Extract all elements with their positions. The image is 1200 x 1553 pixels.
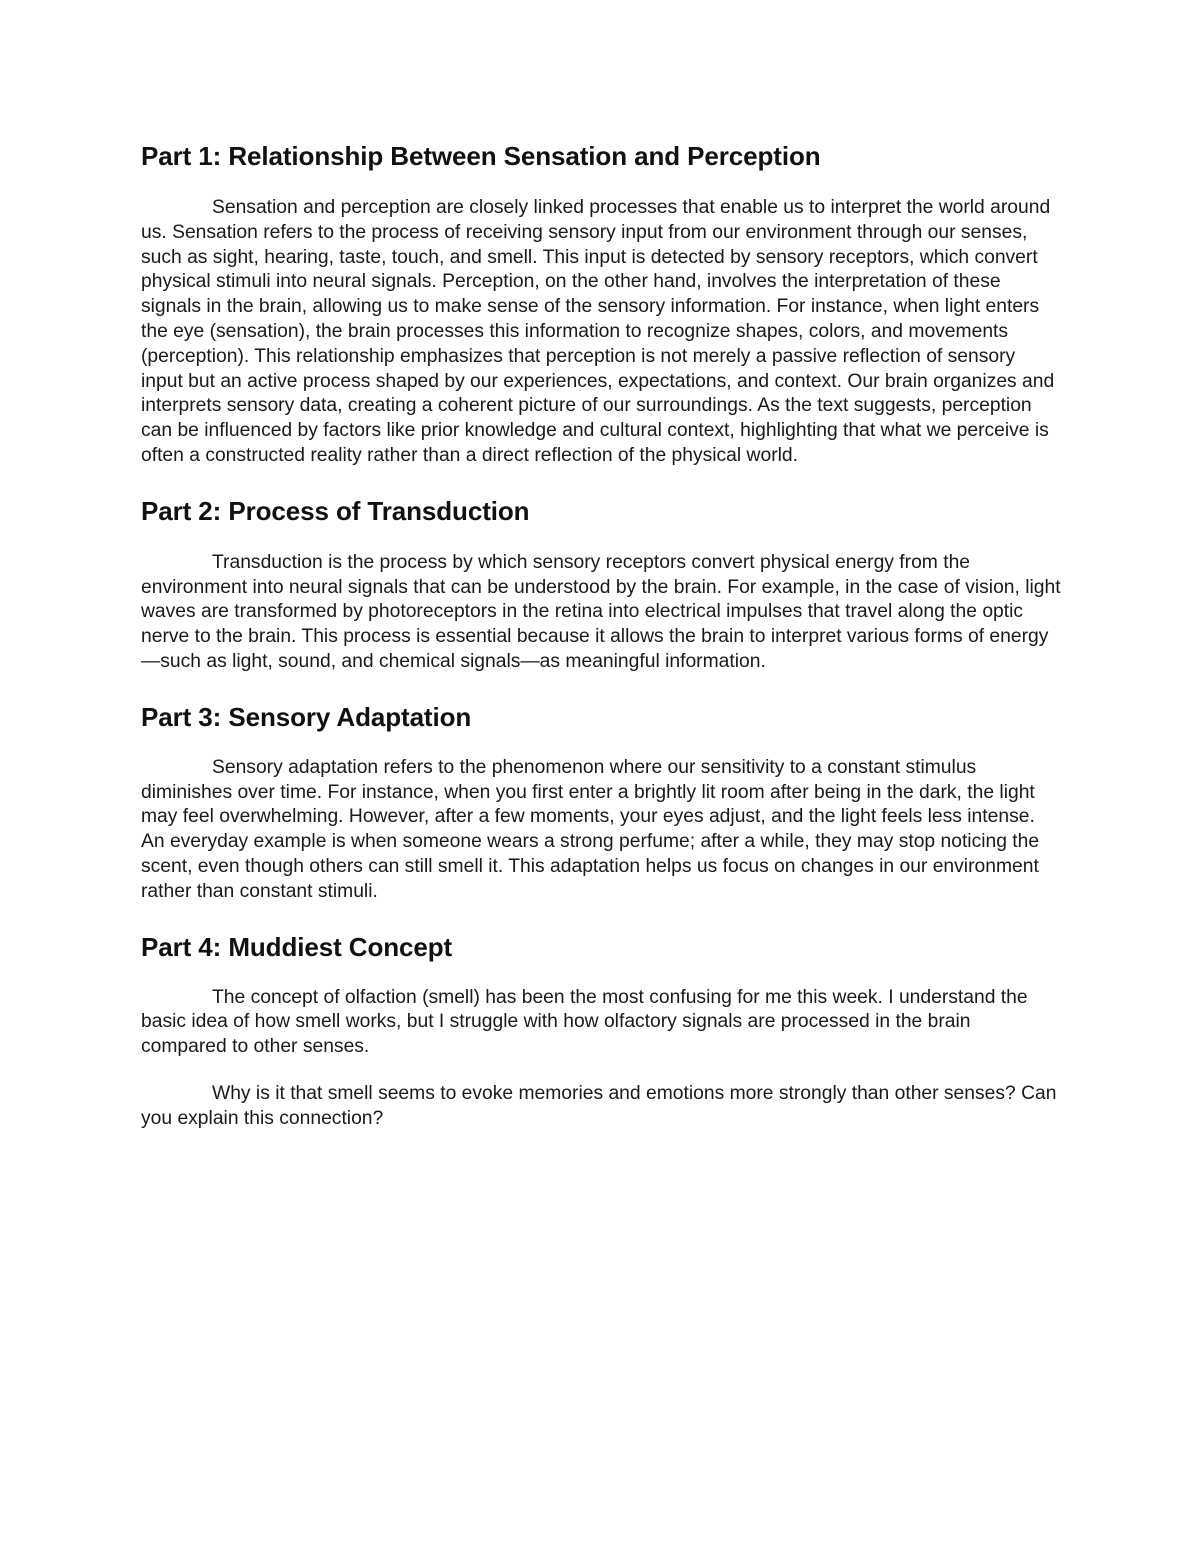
body-paragraph: Transduction is the process by which sensory receptors convert physical energy from the environment into neural signals that can be understood by the brain. For example, in the case of vision, light waves are transformed by photoreceptors in the retina into electrical impulses that travel along the optic nerve to the brain. This process is essential because it allows the brain to interpret various forms of energy—such as light, sound, and chemical signals—as meaningful information.	[141, 551, 1061, 672]
section-part-1	[141, 138, 1061, 469]
document-page	[141, 138, 1061, 1132]
section-heading: Part 1: Relationship Between Sensation and Perception	[141, 141, 821, 171]
section-heading: Part 4: Muddiest Concept	[141, 931, 453, 962]
section-part-3	[141, 699, 1061, 905]
body-paragraph: Sensation and perception are closely linked processes that enable us to interpret the world around us. Sensation refers to the process of receiving sensory input from our environment through our senses, such as sight, hearing, taste, touch, and smell. This input is detected by sensory receptors, which convert physical stimuli into neural signals. Perception, on the other hand, involves the interpretation of these signals in the brain, allowing us to make sense of the sensory information. For instance, when light enters the eye (sensation), the brain processes this information to recognize shapes, colors, and movements (perception). This relationship emphasizes that perception is not merely a passive reflection of sensory input but an active process shaped by our experiences, expectations, and context. Our brain organizes and interprets sensory data, creating a coherent picture of our surroundings. As the text suggests, perception can be influenced by factors like prior knowledge and cultural context, highlighting that what we perceive is often a constructed reality rather than a direct reflection of the physical world.	[141, 197, 1055, 466]
section-part-2	[141, 493, 1061, 675]
question-paragraph: Why is it that smell seems to evoke memories and emotions more strongly than other senses? Can you explain this connection?	[141, 1082, 1057, 1129]
body-paragraph: Sensory adaptation refers to the phenomenon where our sensitivity to a constant stimulus diminishes over time. For instance, when you first enter a brightly lit room after being in the dark, the light may feel overwhelming. However, after a few moments, your eyes adjust, and the light feels less intense. An everyday example is when someone wears a strong perfume; after a while, they may stop noticing the scent, even though others can still smell it. This adaptation helps us focus on changes in our environment rather than constant stimuli.	[141, 756, 1040, 902]
section-part-4	[141, 929, 1061, 1132]
section-heading: Part 2: Process of Transduction	[141, 495, 530, 526]
section-heading: Part 3: Sensory Adaptation	[141, 701, 472, 732]
body-paragraph: The concept of olfaction (smell) has been the most confusing for me this week. I understand the basic idea of how smell works, but I struggle with how olfactory signals are processed in the brain compared to other senses.	[141, 986, 1028, 1058]
